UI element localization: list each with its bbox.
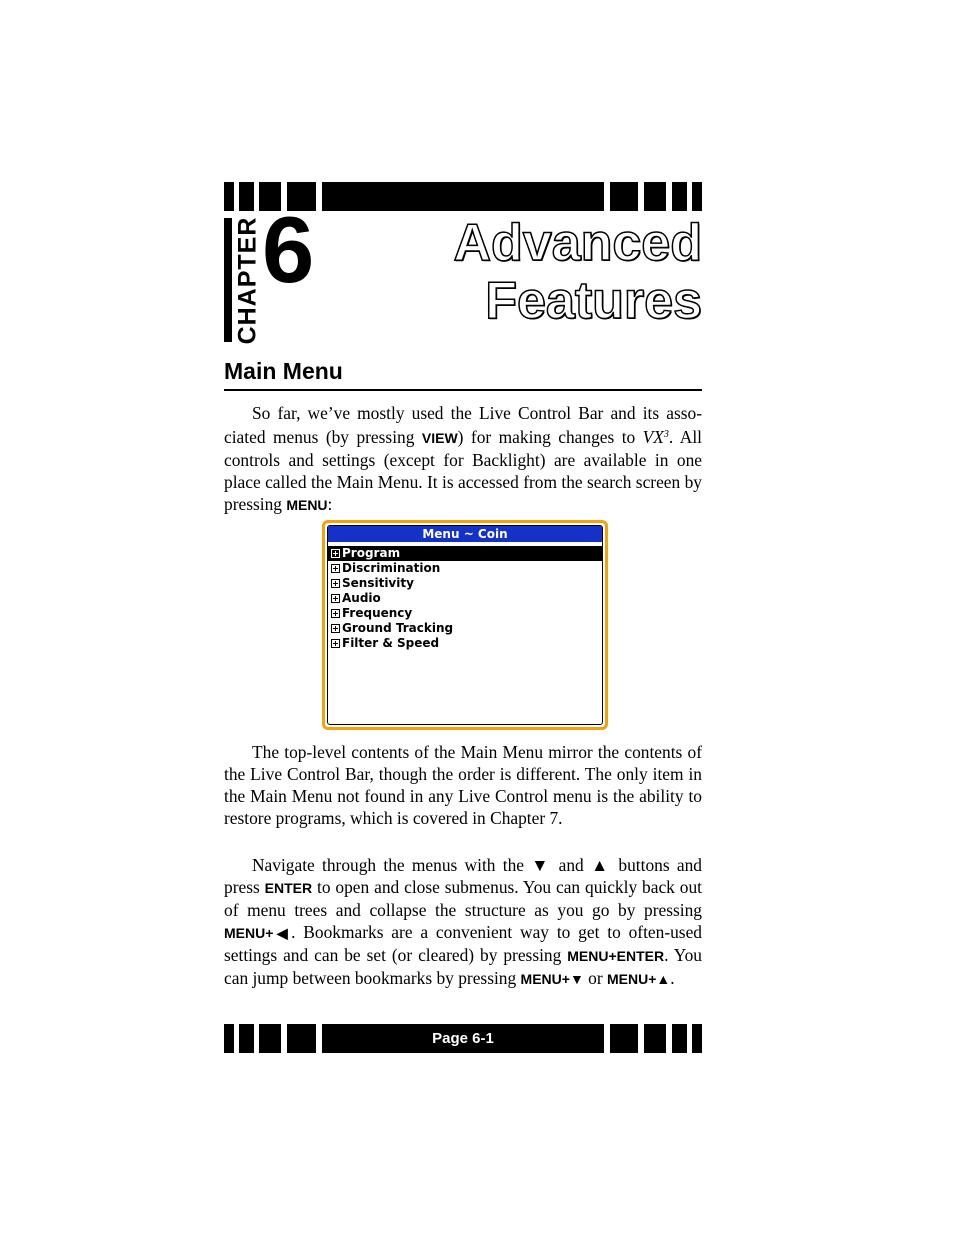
menu-item — [328, 621, 602, 636]
key-label: ENTER — [264, 880, 313, 896]
key-label: MENU+ENTER — [567, 948, 665, 964]
up-arrow-icon: ▲ — [591, 855, 612, 875]
bar-block — [322, 182, 604, 211]
text-run: : — [327, 494, 333, 514]
paragraph — [224, 854, 702, 990]
device-screen-frame — [327, 525, 603, 725]
menu-item — [328, 576, 602, 591]
key-label: MENU+▲ — [607, 971, 671, 987]
chapter-title — [453, 214, 702, 330]
menu-item — [328, 561, 602, 576]
bottom-decorative-bar — [224, 1024, 702, 1053]
bar-block — [239, 182, 254, 211]
key-label: MENU — [286, 497, 328, 513]
key-label: VIEW — [421, 430, 458, 446]
expand-plus-icon — [331, 564, 340, 573]
chapter-title-line: Features — [485, 272, 702, 330]
bar-block — [224, 182, 234, 211]
key-label: MENU+▼ — [520, 971, 584, 987]
product-superscript: 3 — [663, 429, 669, 440]
text-run: to open and close submenus. You can quickly back out of menu trees and collapse the structure as you go by pressing — [224, 877, 702, 920]
bar-block — [287, 1024, 316, 1053]
bar-block — [644, 1024, 666, 1053]
bar-block — [259, 1024, 281, 1053]
text-run: . All controls and settings (except for Backlight) are available in one place called the Main Menu. It is accessed from the search screen by pressing — [224, 427, 702, 514]
bar-block — [239, 1024, 254, 1053]
screen-title: Menu ~ Coin — [328, 526, 602, 542]
menu-item — [328, 591, 602, 606]
expand-plus-icon — [331, 624, 340, 633]
chapter-label — [234, 218, 262, 342]
bar-block — [672, 1024, 687, 1053]
paragraph — [224, 402, 702, 516]
device-screen — [322, 520, 608, 730]
key-label: MENU+◀ — [224, 925, 292, 941]
bar-block — [644, 182, 666, 211]
bar-block — [672, 182, 687, 211]
down-arrow-icon: ▼ — [531, 855, 552, 875]
bar-block — [322, 1024, 604, 1053]
text-run: . — [670, 968, 675, 988]
expand-plus-icon — [331, 639, 340, 648]
text-run: Navigate through the menus with the — [252, 855, 532, 875]
menu-item — [328, 546, 602, 561]
bar-block — [224, 1024, 234, 1053]
bar-block — [692, 1024, 702, 1053]
text-run: and — [551, 855, 592, 875]
menu-item — [328, 606, 602, 621]
text-run: ) for making changes to — [457, 427, 643, 447]
chapter-title-line: Advanced — [453, 214, 702, 272]
expand-plus-icon — [331, 549, 340, 558]
page-number: Page 6-1 — [432, 1030, 494, 1047]
menu-item-label: Discrimination — [342, 561, 441, 575]
expand-plus-icon — [331, 594, 340, 603]
expand-plus-icon — [331, 579, 340, 588]
bar-block — [610, 1024, 638, 1053]
menu-item-label: Filter & Speed — [342, 636, 440, 650]
menu-item-label: Program — [342, 546, 401, 560]
menu-item — [328, 636, 602, 651]
menu-item-label: Frequency — [342, 606, 413, 620]
product-name: VX — [642, 427, 664, 447]
chapter-rule — [224, 218, 232, 342]
menu-item-label: Sensitivity — [342, 576, 414, 590]
section-heading: Main Menu — [224, 358, 702, 391]
text-run: buttons and press — [224, 855, 702, 897]
text-run: . You can jump between bookmarks by pressing — [224, 945, 702, 988]
text-run: So far, we’ve mostly used the Live Control Bar and its associated menus (by pressing — [224, 403, 702, 447]
bar-block — [610, 182, 638, 211]
paragraph: The top-level contents of the Main Menu mirror the contents of the Live Control Bar, though the order is different. The only item in the Main Menu not found in any Live Control menu is the ability to restore programs, which is covered in Chapter 7. — [224, 742, 702, 828]
menu-list — [328, 546, 602, 651]
menu-item-label: Audio — [342, 591, 381, 605]
expand-plus-icon — [331, 609, 340, 618]
text-run: . Bookmarks are a convenient way to get to often-used settings and can be set (or cleared) by pressing — [224, 922, 702, 965]
text-run: or — [583, 968, 607, 988]
chapter-number: 6 — [262, 197, 315, 302]
bar-block — [692, 182, 702, 211]
menu-item-label: Ground Tracking — [342, 621, 454, 635]
chapter-label-text: CHAPTER — [233, 216, 262, 344]
